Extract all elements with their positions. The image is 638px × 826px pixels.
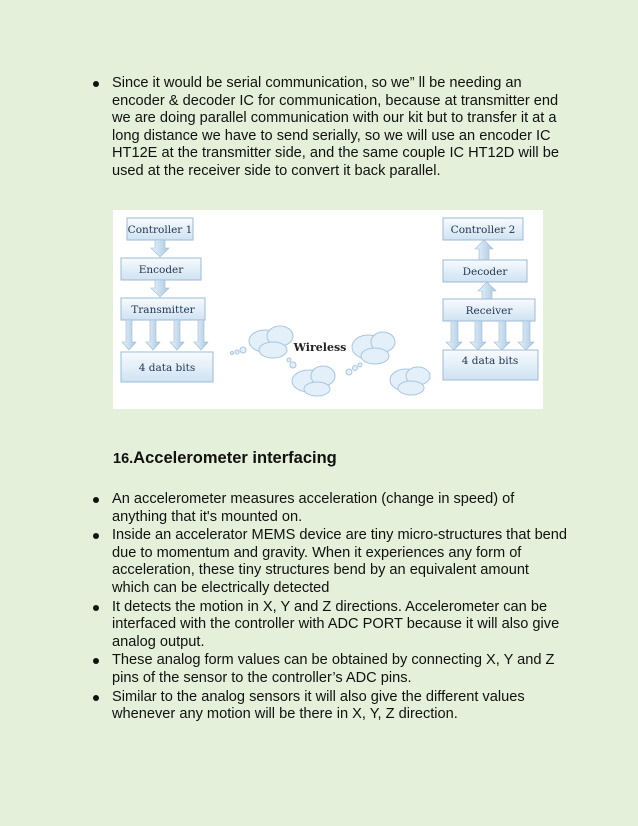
down-arrow-icon — [170, 320, 184, 350]
parallel-arrows-right — [446, 321, 534, 350]
bullet-text: An accelerometer measures acceleration (change in speed) of anything that it's mounted on. — [112, 491, 515, 525]
cloud-icon — [249, 326, 293, 358]
list-item — [0, 75, 638, 181]
bullet-icon — [93, 497, 99, 503]
list-item — [0, 652, 638, 687]
down-arrow-icon — [146, 320, 160, 350]
data-bits-label-right: 4 data bits — [461, 355, 519, 367]
decoder-label: Decoder — [462, 266, 508, 278]
wireless-block-diagram — [113, 210, 543, 409]
controller-2-label: Controller 2 — [450, 224, 516, 236]
receiver-label: Receiver — [465, 305, 513, 317]
bullet-text: These analog form values can be obtained by connecting X, Y and Z pins of the sensor to the controller’s ADC pins. — [112, 652, 555, 686]
down-arrow-icon — [446, 321, 462, 350]
bullet-text: Since it would be serial communication, so we” ll be needing an encoder & decoder IC for communication, because at transmitter end we are doing parallel communication with our kit but to transfer it at a long distance we have to send serially, so we will use an encoder IC HT12E at the transmitter side, and the same couple IC HT12D will be used at the receiver side to convert it back parallel. — [112, 75, 559, 179]
bullet-icon — [93, 658, 99, 664]
bullet-icon — [93, 605, 99, 611]
down-arrow-icon — [122, 320, 136, 350]
bullet-text: It detects the motion in X, Y and Z directions. Accelerometer can be interfaced with the controller with ADC PORT because it will also give analog output. — [112, 598, 560, 650]
cloud-icon — [292, 366, 335, 396]
cloud-icon — [352, 332, 395, 364]
controller-1-label: Controller 1 — [127, 224, 193, 236]
encoder-label: Encoder — [138, 264, 184, 276]
cloud-icon — [390, 367, 430, 395]
section-number: 16. — [113, 451, 134, 467]
data-bits-label-left: 4 data bits — [138, 362, 196, 374]
section-heading — [113, 449, 337, 468]
accelerometer-bullet-list — [0, 491, 638, 725]
bullet-text: Inside an accelerator MEMS device are tiny micro-structures that bend due to momentum and gravity. When it experiences any form of acceleration, these tiny structures bend by an equivalent amount which can be electrically detected — [112, 527, 568, 596]
diagram-svg — [113, 210, 543, 409]
wireless-label: Wireless — [293, 341, 347, 354]
down-arrow-icon — [518, 321, 534, 350]
bullet-icon — [93, 81, 99, 87]
bullet-text: Similar to the analog sensors it will also give the different values whenever any motion will be there in X, Y, Z direction. — [112, 688, 525, 723]
down-arrow-icon — [470, 321, 486, 350]
transmitter-label: Transmitter — [131, 304, 195, 316]
wireless-clouds — [231, 326, 431, 396]
list-item — [0, 527, 638, 597]
bullet-icon — [93, 533, 99, 539]
list-item — [0, 689, 638, 724]
down-arrow-icon — [494, 321, 510, 350]
list-item — [0, 491, 638, 526]
up-arrow-icon — [478, 282, 496, 299]
up-arrow-icon — [475, 240, 493, 260]
bullet-icon — [93, 695, 99, 701]
down-arrow-icon — [194, 320, 208, 350]
down-arrow-icon — [151, 240, 169, 257]
parallel-arrows-left — [122, 320, 208, 350]
list-item — [0, 599, 638, 652]
down-arrow-icon — [151, 280, 169, 297]
intro-bullet-list — [0, 75, 638, 181]
section-title: Accelerometer interfacing — [133, 449, 337, 467]
